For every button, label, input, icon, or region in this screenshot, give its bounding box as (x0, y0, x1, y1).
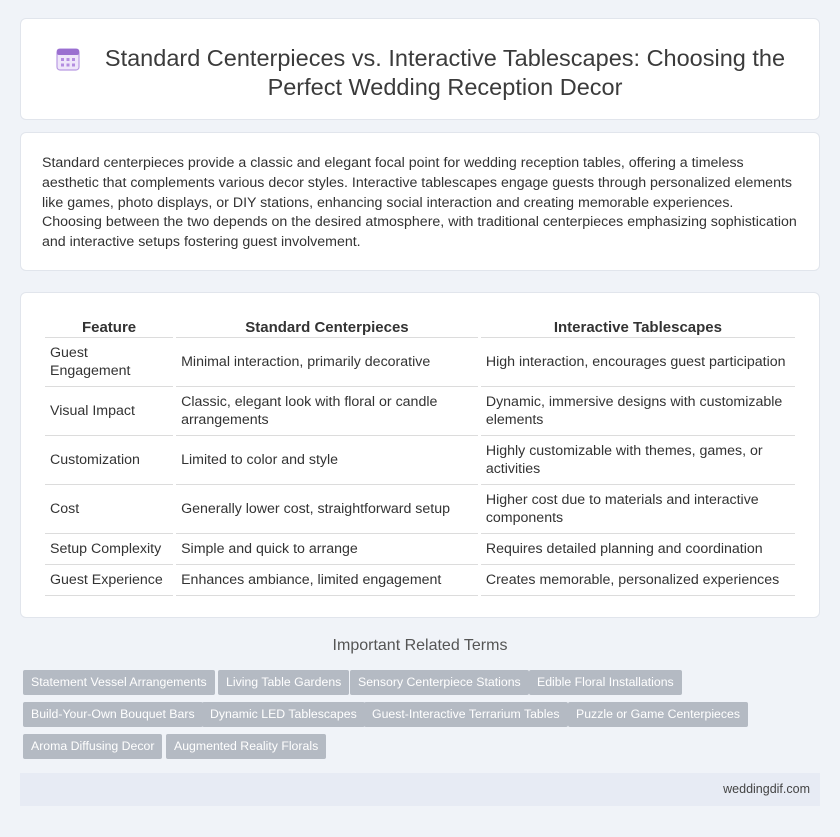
row-feature: Guest Experience (45, 565, 173, 596)
row-standard: Classic, elegant look with floral or candle arrangements (176, 387, 478, 436)
row-standard: Enhances ambiance, limited engagement (176, 565, 478, 596)
comparison-table (42, 315, 798, 596)
row-interactive: Highly customizable with themes, games, or activities (481, 436, 795, 485)
row-standard: Simple and quick to arrange (176, 534, 478, 565)
row-interactive: High interaction, encourages guest participation (481, 338, 795, 387)
related-term-tag[interactable]: Guest-Interactive Terrarium Tables (364, 702, 568, 727)
related-term-tag[interactable]: Build-Your-Own Bouquet Bars (23, 702, 203, 727)
table-row (45, 387, 795, 436)
comparison-card (20, 292, 820, 618)
row-interactive: Higher cost due to materials and interactive components (481, 485, 795, 534)
header-interactive: Interactive Tablescapes (481, 315, 795, 338)
calendar-icon (55, 46, 81, 72)
page-title (91, 44, 799, 102)
row-feature: Setup Complexity (45, 534, 173, 565)
header-standard: Standard Centerpieces (176, 315, 478, 338)
row-feature: Cost (45, 485, 173, 534)
related-term-tag[interactable]: Sensory Centerpiece Stations (350, 670, 529, 695)
related-term-tag[interactable]: Puzzle or Game Centerpieces (568, 702, 748, 727)
table-row (45, 338, 795, 387)
header-card (20, 18, 820, 120)
table-row (45, 534, 795, 565)
related-term-tag[interactable]: Augmented Reality Florals (166, 734, 326, 759)
related-term-tag[interactable]: Aroma Diffusing Decor (23, 734, 162, 759)
row-feature: Visual Impact (45, 387, 173, 436)
row-feature: Guest Engagement (45, 338, 173, 387)
row-standard: Generally lower cost, straightforward setup (176, 485, 478, 534)
table-row (45, 485, 795, 534)
related-term-tag[interactable]: Edible Floral Installations (529, 670, 682, 695)
title-line-1: Standard Centerpieces vs. Interactive Tablescapes: Choosing the (104, 45, 786, 71)
row-standard: Minimal interaction, primarily decorative (176, 338, 478, 387)
related-term-tag[interactable]: Dynamic LED Tablescapes (202, 702, 365, 727)
table-row (45, 565, 795, 596)
table-header-row (45, 315, 795, 338)
summary-paragraph: Standard centerpieces provide a classic and elegant focal point for wedding reception tables, offering a timeless aesthetic that complements various decor styles. Interactive tablescapes engage guests through personalized elements like games, photo displays, or DIY stations, enhancing social interaction and creating memorable experiences. Choosing between the two depends on the desired atmosphere, with traditional centerpieces emphasizing sophistication and interactive setups fostering guest involvement. (42, 155, 797, 251)
footer-site-link[interactable]: weddingdif.com (723, 782, 810, 796)
footer (20, 773, 820, 806)
related-term-tag[interactable]: Statement Vessel Arrangements (23, 670, 215, 695)
summary-card (20, 132, 820, 271)
row-interactive: Creates memorable, personalized experiences (481, 565, 795, 596)
related-terms-title: Important Related Terms (332, 637, 508, 654)
header-feature: Feature (45, 315, 173, 338)
title-line-2: Perfect Wedding Reception Decor (267, 74, 623, 100)
row-feature: Customization (45, 436, 173, 485)
row-interactive: Dynamic, immersive designs with customizable elements (481, 387, 795, 436)
row-interactive: Requires detailed planning and coordination (481, 534, 795, 565)
table-row (45, 436, 795, 485)
row-standard: Limited to color and style (176, 436, 478, 485)
related-term-tag[interactable]: Living Table Gardens (218, 670, 349, 695)
